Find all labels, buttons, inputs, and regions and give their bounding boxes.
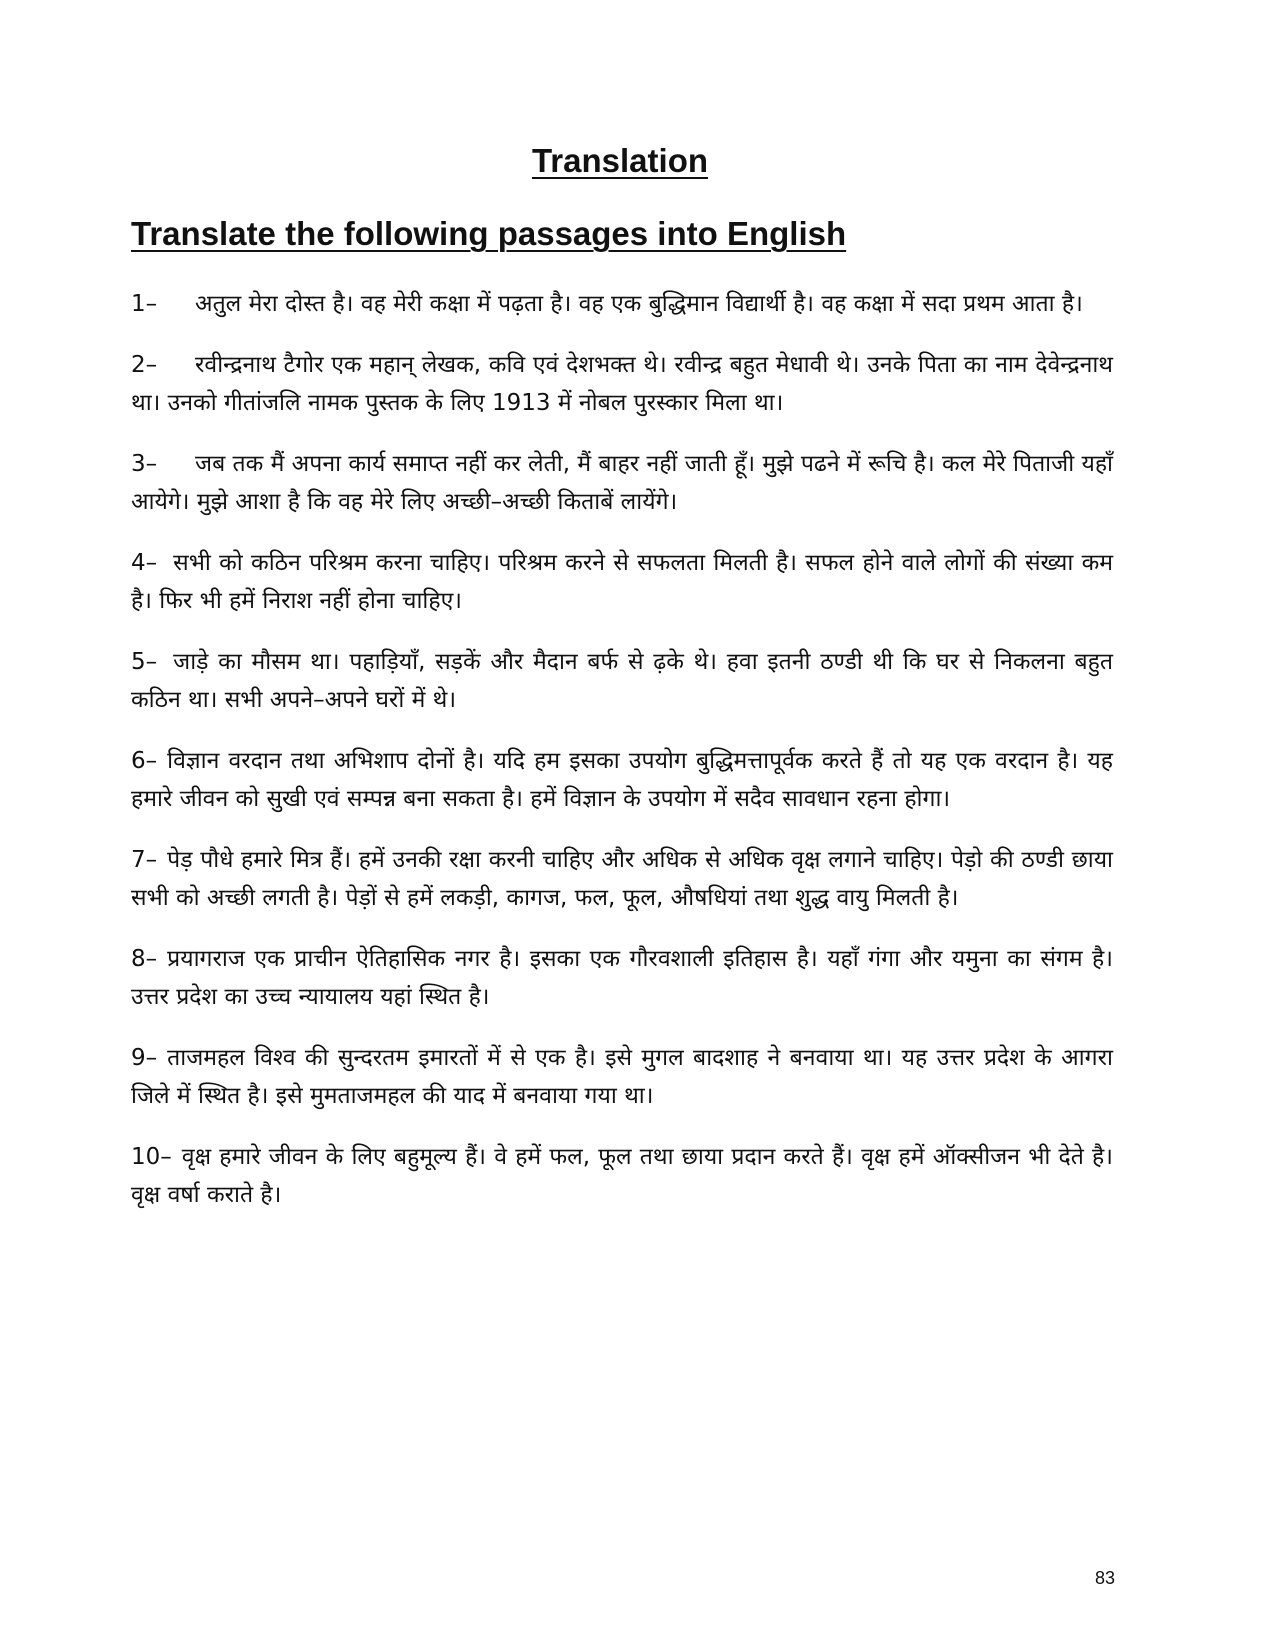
passage-text: सभी को कठिन परिश्रम करना चाहिए। परिश्रम करने से सफलता मिलती है। सफल होने वाले लोगों की संख्या कम है। फिर भी हमें निराश नहीं होना चाहिए। [131, 550, 1113, 614]
passage-list [131, 285, 1113, 1237]
passage-4 [131, 544, 1113, 620]
passage-number: 8– [131, 946, 158, 972]
passage-9 [131, 1039, 1113, 1115]
passage-6 [131, 742, 1113, 818]
passage-8 [131, 940, 1113, 1016]
passage-3 [131, 445, 1113, 521]
page-number: 83 [1094, 1568, 1115, 1588]
passage-number: 4– [131, 550, 158, 576]
passage-number: 9– [131, 1045, 158, 1071]
passage-text: रवीन्द्रनाथ टैगोर एक महान् लेखक, कवि एवं देशभक्त थे। रवीन्द्र बहुत मेधावी थे। उनके पिता का नाम देवेन्द्रनाथ था। उनको गीतांजलि नामक पुस्तक के लिए 1913 में नोबल पुरस्कार मिला था। [131, 352, 1113, 416]
passage-number: 7– [131, 847, 158, 873]
passage-text: जब तक मैं अपना कार्य समाप्त नहीं कर लेती, मैं बाहर नहीं जाती हूँ। मुझे पढने में रूचि है। कल मेरे पिताजी यहाँ आयेगे। मुझे आशा है कि वह मेरे लिए अच्छी–अच्छी किताबें लायेंगे। [131, 451, 1113, 515]
passage-text: जाड़े का मौसम था। पहाड़ियाँ, सड़कें और मैदान बर्फ से ढ़के थे। हवा इतनी ठण्डी थी कि घर से निकलना बहुत कठिन था। सभी अपने–अपने घरों में थे। [131, 649, 1113, 713]
passage-number: 6– [131, 748, 158, 774]
passage-1 [131, 285, 1113, 323]
passage-5 [131, 643, 1113, 719]
page-title: Translation [531, 142, 709, 179]
passage-number: 1– [131, 291, 158, 317]
passage-text: ताजमहल विश्व की सुन्दरतम इमारतों में से एक है। इसे मुगल बादशाह ने बनवाया था। यह उत्तर प्रदेश के आगरा जिले में स्थित है। इसे मुमताजमहल की याद में बनवाया गया था। [131, 1045, 1113, 1109]
passage-number: 2– [131, 352, 158, 378]
passage-text: वृक्ष हमारे जीवन के लिए बहुमूल्य हैं। वे हमें फल, फूल तथा छाया प्रदान करते हैं। वृक्ष हमें ऑक्सीजन भी देते है। वृक्ष वर्षा कराते है। [131, 1144, 1113, 1208]
passage-number: 5– [131, 649, 158, 675]
passage-2 [131, 346, 1113, 422]
instruction-heading: Translate the following passages into English [131, 215, 847, 252]
passage-number: 3– [131, 451, 158, 477]
passage-7 [131, 841, 1113, 917]
passage-text: विज्ञान वरदान तथा अभिशाप दोनों है। यदि हम इसका उपयोग बुद्धिमत्तापूर्वक करते हैं तो यह एक वरदान है। यह हमारे जीवन को सुखी एवं सम्पन्न बना सकता है। हमें विज्ञान के उपयोग में सदैव सावधान रहना होगा। [131, 748, 1113, 812]
passage-10 [131, 1138, 1113, 1214]
passage-text: प्रयागराज एक प्राचीन ऐतिहासिक नगर है। इसका एक गौरवशाली इतिहास है। यहाँ गंगा और यमुना का संगम है। उत्तर प्रदेश का उच्च न्यायालय यहां स्थित है। [131, 946, 1113, 1010]
passage-text: अतुल मेरा दोस्त है। वह मेरी कक्षा में पढ़ता है। वह एक बुद्धिमान विद्यार्थी है। वह कक्षा में सदा प्रथम आता है। [195, 291, 1083, 317]
passage-text: पेड़ पौधे हमारे मित्र हैं। हमें उनकी रक्षा करनी चाहिए और अधिक से अधिक वृक्ष लगाने चाहिए। पेड़ो की ठण्डी छाया सभी को अच्छी लगती है। पेड़ों से हमें लकड़ी, कागज, फल, फूल, औषधियां तथा शुद्ध वायु मिलती है। [131, 847, 1113, 911]
passage-number: 10– [131, 1144, 172, 1170]
